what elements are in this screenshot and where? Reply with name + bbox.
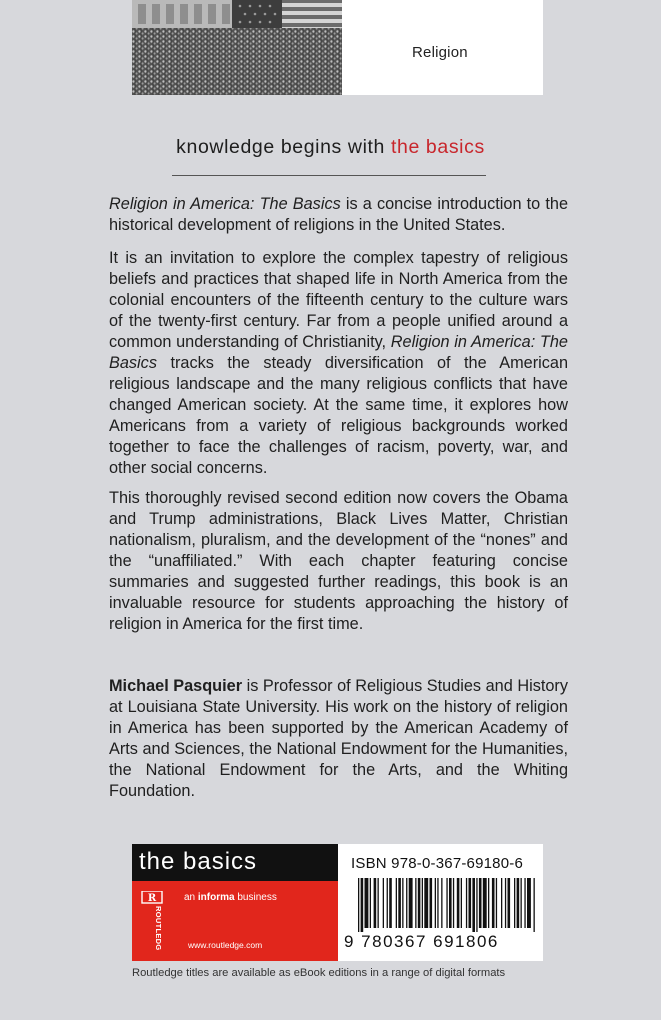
series-tagline	[0, 136, 661, 159]
barcode-bar	[466, 878, 467, 928]
barcode-bar	[496, 878, 497, 928]
barcode-bar	[524, 878, 525, 928]
barcode-bar	[387, 878, 388, 928]
p2-text-after: tracks the steady diversification of the American religious landscape and the many religious conflicts that have changed American society. At the same time, it explores how Americans from a variety of religious backgrounds worked together to face the challenges of racism, poverty, war, and other social concerns.	[109, 354, 568, 477]
barcode-bar	[517, 878, 520, 928]
barcode-bar	[534, 878, 535, 932]
informa-word: informa	[197, 892, 235, 903]
description-paragraph-3: This thoroughly revised second edition now covers the Obama and Trump administrations, Black Lives Matter, Christian nationalism, pluralism, and the development of the “nones” and the “unaffiliated.” With each chapter featuring concise summaries and suggested further readings, this book is an invaluable resource for students approaching the history of religion in America for the first time.	[109, 489, 568, 633]
barcode-bar	[370, 878, 371, 928]
barcode-bar	[469, 878, 472, 928]
barcode-bar	[437, 878, 438, 928]
barcode-bar	[418, 878, 421, 928]
barcode-bar	[461, 878, 462, 928]
barcode-bar	[409, 878, 413, 928]
isbn-label: ISBN 978-0-367-69180-6	[351, 855, 524, 872]
description-paragraph-2	[109, 248, 568, 479]
barcode-bar	[424, 878, 428, 928]
ebook-availability-note: Routledge titles are available as eBook editions in a range of digital formats	[132, 967, 506, 979]
barcode-bar	[396, 878, 397, 928]
barcode-bar	[492, 878, 495, 928]
logo-wordmark: ROUTLEDGE	[154, 906, 163, 951]
p1-text: is a concise introduction to the historical development of religions in the United States.	[109, 195, 569, 234]
p2-text-before: It is an invitation to explore the complex tapestry of religious beliefs and practices that shaped life in North America from the colonial encounters of the fifteenth century to the culture wars of the twenty-first century. Far from a people unified around a common understanding of Christianity,	[109, 249, 568, 351]
author-bio-text: is Professor of Religious Studies and History at Louisiana State University. His work on the history of religion in America has been supported by the American Academy of Arts and Sciences, the National Endowment for the Humanities, the National Endowment for the Arts, and the Whiting Foundation.	[109, 677, 568, 800]
barcode-bar	[389, 878, 392, 928]
barcode-number: 9 780367 691806	[344, 932, 499, 951]
barcode-bar	[406, 878, 407, 928]
barcode-bar	[374, 878, 377, 928]
barcode-bar	[453, 878, 454, 928]
barcode-bar	[505, 878, 506, 928]
tagline-divider	[172, 175, 486, 176]
barcode-bar	[383, 878, 384, 928]
barcode-bar	[521, 878, 522, 928]
barcode-bar	[508, 878, 511, 928]
barcode-bar	[514, 878, 515, 928]
cover-photo	[132, 0, 342, 95]
barcode-bar	[479, 878, 482, 928]
barcode-bar	[527, 878, 531, 928]
barcode-bar	[361, 878, 364, 932]
routledge-logo-icon	[141, 891, 163, 951]
cover-top-panel	[132, 0, 543, 95]
barcode-bar	[402, 878, 403, 928]
barcode-bar	[422, 878, 423, 928]
barcode-bar	[441, 878, 442, 928]
series-title: the basics	[139, 848, 258, 875]
cover-bottom-panel	[132, 844, 543, 961]
barcode-bar	[398, 878, 401, 928]
barcode-bar	[488, 878, 489, 928]
barcode-bar	[457, 878, 460, 928]
author-bio	[109, 676, 568, 802]
barcode-bar	[358, 878, 359, 932]
barcode-bar	[472, 878, 475, 932]
publisher-website: www.routledge.com	[188, 940, 263, 950]
barcode-bar	[476, 878, 477, 932]
barcode-bar	[415, 878, 416, 928]
book-title-italic: Religion in America: The Basics	[109, 195, 341, 213]
barcode-bar	[435, 878, 436, 928]
tagline-accent: the basics	[391, 136, 485, 158]
description-paragraph-1	[109, 194, 568, 236]
author-name: Michael Pasquier	[109, 677, 243, 695]
tagline-lead: knowledge begins with	[176, 136, 391, 158]
barcode-bar	[446, 878, 447, 928]
publisher-brand-block	[132, 844, 338, 961]
barcode-bar	[449, 878, 452, 928]
book-title-italic: Religion in America: The Basics	[109, 333, 568, 372]
barcode-bar	[483, 878, 487, 928]
category-label: Religion	[412, 44, 468, 61]
barcode-bar	[365, 878, 369, 928]
barcode-bar	[430, 878, 433, 928]
informa-tagline: an informa business	[184, 892, 277, 903]
series-banner	[132, 844, 338, 881]
svg-text:R: R	[147, 893, 157, 904]
barcode-bar	[378, 878, 379, 928]
barcode-bar	[501, 878, 502, 928]
isbn-barcode	[358, 878, 536, 932]
